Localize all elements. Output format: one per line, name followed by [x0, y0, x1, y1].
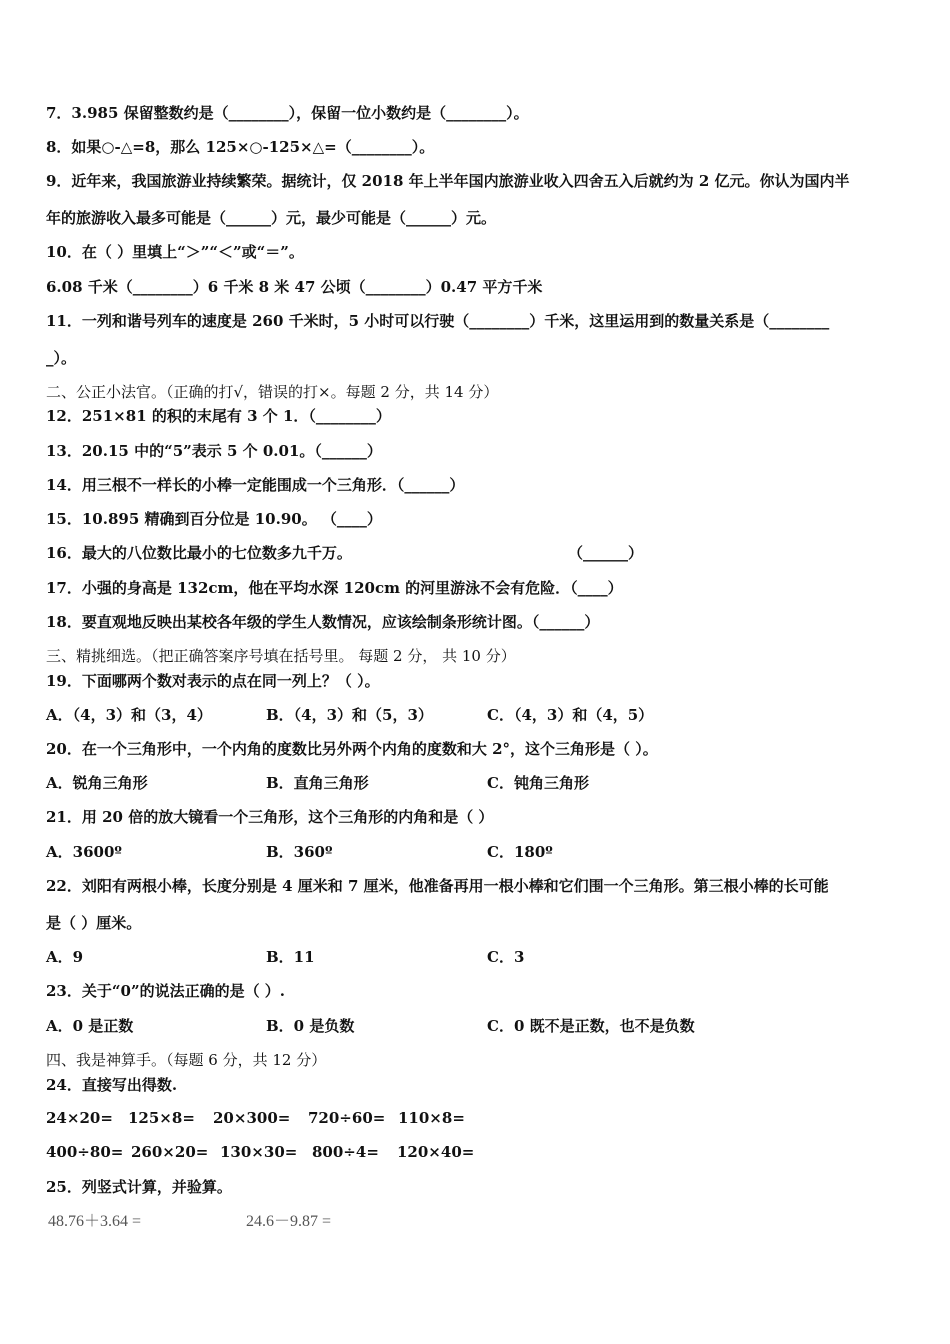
calc-item: 20×300= — [213, 1109, 291, 1127]
option-c: C．钝角三角形 — [487, 774, 589, 792]
calc-item: 720÷60= — [308, 1109, 386, 1127]
option-a: A．0 是正数 — [46, 1017, 134, 1035]
question-17: 17．小强的身高是 132cm，他在平均水深 120cm 的河里游泳不会有危险．（____） — [46, 579, 623, 597]
question-8: 8．如果○-△=8，那么 125×○-125×△=（________）。 — [46, 138, 435, 156]
question-11-line-1: 11．一列和谐号列车的速度是 260 千米时，5 小时可以行驶（________）千米，这里运用到的数量关系是（________ — [46, 312, 830, 330]
calc-item: 24×20= — [46, 1109, 113, 1127]
question-15: 15．10.895 精确到百分位是 10.90。 （____） — [46, 510, 382, 528]
question-19: 19．下面哪两个数对表示的点在同一列上？（ ）。 — [46, 672, 380, 690]
question-10: 10．在（ ）里填上“＞”“＜”或“＝”。 — [46, 243, 304, 261]
section-3-heading: 三、精挑细选。（把正确答案序号填在括号里。 每题 2 分， 共 10 分） — [46, 647, 516, 665]
question-13: 13．20.15 中的“5”表示 5 个 0.01。（______） — [46, 442, 382, 460]
question-24: 24．直接写出得数. — [46, 1076, 178, 1094]
question-11-line-2: _）。 — [46, 349, 77, 367]
calc-item: 260×20= — [131, 1143, 209, 1161]
calc-item: 800÷4= — [312, 1143, 379, 1161]
equation-1: 48.76＋3.64 = — [48, 1213, 142, 1230]
option-c: C．（4，3）和（4，5） — [487, 706, 654, 724]
option-b: B．直角三角形 — [266, 774, 369, 792]
question-10-items: 6.08 千米（________）6 千米 8 米 47 公顷（________）0.47 平方千米 — [46, 278, 543, 296]
question-12: 12．251×81 的积的末尾有 3 个 1．（________） — [46, 407, 391, 425]
question-16-text: 16．最大的八位数比最小的七位数多九千万。 — [46, 544, 352, 562]
calc-item: 120×40= — [397, 1143, 475, 1161]
option-b: B．360º — [266, 843, 333, 861]
option-b: B．（4，3）和（5，3） — [266, 706, 433, 724]
question-9-line-1: 9．近年来，我国旅游业持续繁荣。据统计，仅 2018 年上半年国内旅游业收入四舍五入后就约为 2 亿元。你认为国内半 — [46, 172, 850, 190]
option-b: B．11 — [266, 948, 315, 966]
calc-item: 130×30= — [220, 1143, 298, 1161]
question-16 — [46, 543, 910, 563]
calc-item: 125×8= — [128, 1109, 195, 1127]
option-a: A．3600º — [46, 843, 122, 861]
question-22-line-1: 22．刘阳有两根小棒，长度分别是 4 厘米和 7 厘米，他准备再用一根小棒和它们围一个三角形。第三根小棒的长可能 — [46, 877, 829, 895]
option-b: B．0 是负数 — [266, 1017, 355, 1035]
question-7: 7．3.985 保留整数约是（________），保留一位小数约是（________）。 — [46, 104, 529, 122]
question-16-blank: （______） — [568, 544, 644, 562]
calc-item: 400÷80= — [46, 1143, 124, 1161]
question-25: 25．列竖式计算，并验算。 — [46, 1178, 232, 1196]
option-a: A．（4，3）和（3，4） — [46, 706, 212, 724]
option-c: C．3 — [487, 948, 525, 966]
question-9-line-2: 年的旅游收入最多可能是（______）元，最少可能是（______）元。 — [46, 209, 497, 227]
question-18: 18．要直观地反映出某校各年级的学生人数情况，应该绘制条形统计图。（______） — [46, 613, 600, 631]
question-22-line-2: 是（ ）厘米。 — [46, 914, 142, 932]
option-c: C．180º — [487, 843, 553, 861]
equation-2: 24.6－9.87 = — [246, 1213, 332, 1230]
option-a: A．9 — [46, 948, 84, 966]
question-23: 23．关于“0”的说法正确的是（ ）. — [46, 982, 286, 1000]
section-4-heading: 四、我是神算手。（每题 6 分，共 12 分） — [46, 1051, 327, 1069]
calc-item: 110×8= — [398, 1109, 465, 1127]
question-21: 21．用 20 倍的放大镜看一个三角形，这个三角形的内角和是（ ） — [46, 808, 494, 826]
section-2-heading: 二、公正小法官。（正确的打√，错误的打×。每题 2 分，共 14 分） — [46, 383, 499, 401]
option-c: C．0 既不是正数，也不是负数 — [487, 1017, 695, 1035]
option-a: A．锐角三角形 — [46, 774, 148, 792]
question-14: 14．用三根不一样长的小棒一定能围成一个三角形．（______） — [46, 476, 465, 494]
question-20: 20．在一个三角形中，一个内角的度数比另外两个内角的度数和大 2°，这个三角形是（ ）。 — [46, 740, 658, 758]
